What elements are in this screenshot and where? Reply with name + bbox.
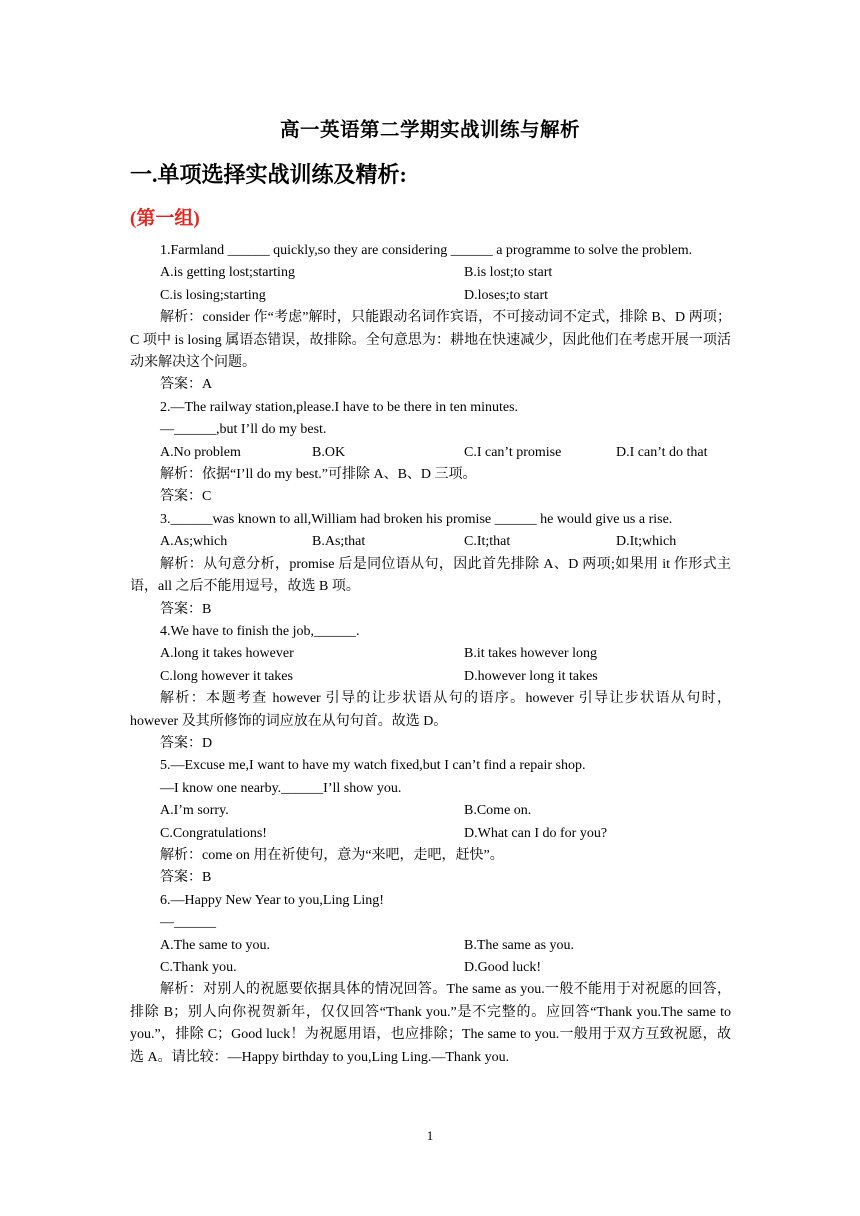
option: C.Thank you.: [160, 960, 237, 975]
option: C.Congratulations!: [160, 825, 267, 841]
group-heading: (第一组): [130, 208, 200, 229]
section-heading: 一.单项选择实战训练及精析:: [130, 162, 407, 187]
question-1-options-row-1: [130, 262, 731, 284]
option: D.however long it takes: [464, 668, 598, 684]
option: B.it takes however long: [464, 646, 597, 662]
question-4-analysis: 解析：本题考查 however 引导的让步状语从句的语序。however 引导让步状语从句时，however 及其所修饰的词应放在从句句首。故选 D。: [130, 691, 731, 729]
question-3-answer: 答案：B: [160, 601, 212, 617]
option: C.is losing;starting: [160, 287, 266, 303]
question-1-stem: 1.Farmland ______ quickly,so they are considering ______ a programme to solve the problem.: [160, 243, 693, 258]
question-5-stem-reply: —I know one nearby.______I’ll show you.: [160, 780, 402, 796]
question-2-stem: 2.—The railway station,please.I have to be there in ten minutes.: [160, 399, 519, 415]
option: C.I can’t promise: [464, 444, 562, 460]
question-4-options-row-2: [130, 666, 731, 688]
option: A.As;which: [160, 534, 228, 550]
option: A.I’m sorry.: [160, 803, 229, 819]
option: B.OK: [312, 444, 346, 460]
question-4-options-row-1: [130, 643, 731, 665]
option: C.It;that: [464, 534, 511, 550]
question-6-options-row-2: [130, 957, 731, 979]
question-6-analysis: 解析：对别人的祝愿要依据具体的情况回答。The same as you.一般不能用于对祝愿的回答，排除 B；别人向你祝贺新年，仅仅回答“Thank you.”是不完整的。应回答“Thank you.The same to you.”，排除 C；Good luck！为祝愿用语，也应排除；The same to you.一般用于双方互致祝愿，故选 A。请比较：—Happy birthday to you,Ling Ling.—Thank you.: [130, 982, 731, 1065]
option: A.No problem: [160, 444, 241, 460]
option: B.Come on.: [464, 803, 532, 819]
question-6-options-row-1: [130, 935, 731, 957]
question-5-options-row-1: [130, 800, 731, 822]
option: B.The same as you.: [464, 937, 575, 953]
question-5-stem: 5.—Excuse me,I want to have my watch fixed,but I can’t find a repair shop.: [160, 758, 586, 774]
question-1-analysis: 解析：consider 作“考虑”解时，只能跟动名词作宾语，不可接动词不定式，排除 B、D 两项；C 项中 is losing 属语态错误，故排除。全句意思为：耕地在快速减少，因此他们在考虑开展一项活动来解决这个问题。: [130, 310, 731, 371]
page-title: 高一英语第二学期实战训练与解析: [279, 120, 580, 141]
option: B.is lost;to start: [464, 265, 553, 281]
question-3-analysis: 解析：从句意分析，promise 后是同位语从句，因此首先排除 A、D 两项;如果用 it 作形式主语，all 之后不能用逗号，故选 B 项。: [130, 556, 731, 595]
option: A.The same to you.: [160, 937, 271, 953]
option: A.long it takes however: [160, 646, 294, 662]
option: D.Good luck!: [464, 960, 541, 975]
page-number: 1: [426, 1128, 434, 1143]
question-5-options-row-2: [130, 823, 731, 845]
option: A.is getting lost;starting: [160, 265, 295, 281]
question-2-options-row: [130, 442, 731, 464]
question-1-answer: 答案：A: [160, 377, 213, 393]
question-2-answer: 答案：C: [160, 489, 212, 505]
option: D.I can’t do that: [616, 444, 708, 460]
question-6-stem: 6.—Happy New Year to you,Ling Ling!: [160, 892, 384, 908]
option: D.It;which: [616, 534, 677, 550]
question-2-stem-reply: —______,but I’ll do my best.: [160, 422, 327, 438]
question-4-stem: 4.We have to finish the job,______.: [160, 623, 360, 639]
question-body: [130, 240, 731, 1069]
question-3-stem: 3.______was known to all,William had broken his promise ______ he would give us a rise.: [160, 511, 673, 527]
question-2-analysis: 解析：依据“I’ll do my best.”可排除 A、B、D 三项。: [160, 467, 477, 483]
option: D.loses;to start: [464, 287, 548, 303]
question-3-options-row: [130, 531, 731, 553]
question-5-analysis: 解析：come on 用在祈使句，意为“来吧，走吧，赶快”。: [160, 847, 504, 863]
question-1-options-row-2: [130, 285, 731, 307]
option: D.What can I do for you?: [464, 825, 608, 841]
question-4-answer: 答案：D: [160, 735, 213, 751]
option: C.long however it takes: [160, 668, 293, 684]
question-5-answer: 答案：B: [160, 870, 212, 886]
option: B.As;that: [312, 534, 366, 550]
question-6-stem-reply: —______: [160, 915, 216, 931]
